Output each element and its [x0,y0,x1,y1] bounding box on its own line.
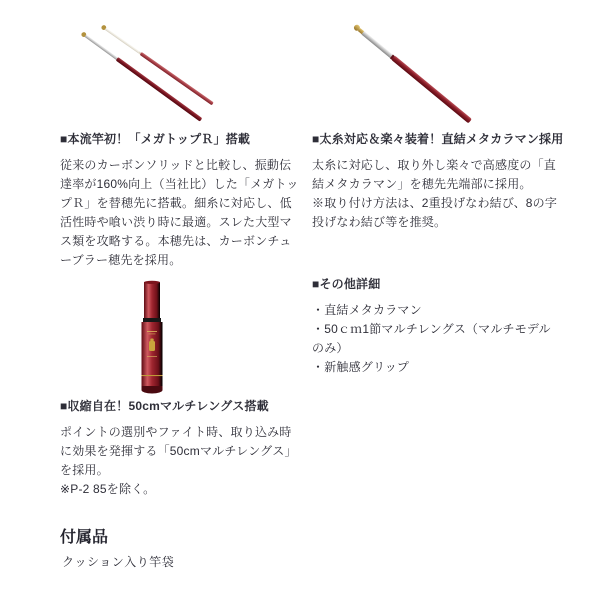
section-body-multilength [60,423,302,499]
other-details-list [312,301,558,377]
metakaraman-body-sentence: 太糸に対応し、取り外し楽々で高感度の「直結メタカラマン」を穂先先端部に採用。 [312,158,557,191]
rod-joint-image [340,18,490,133]
section-heading-megatop: ■本流竿初！「メガトップＲ」搭載 [60,132,251,146]
list-item: ・直結メタカラマン [312,303,422,317]
section-body-metakaraman [312,156,558,232]
section-body-megatop: 従来のカーボンソリッドと比較し、振動伝達率が160%向上（当社比）した「メガトップＲ」を替穂先に搭載。細糸に対応し、低活性時や喰い渋り時に最適。スレた大型マス類を攻略する。本穂先は、カーボンチューブラー穂先を採用。 [60,158,299,267]
multilength-note: ※P-2 85を除く。 [60,482,156,496]
metakaraman-body-note: ※取り付け方法は、2重投げなわ結び、8の字投げなわ結び等を推奨。 [312,196,558,229]
accessories-heading: 付属品 [60,529,109,546]
rod-grip-image [128,280,176,403]
multilength-body: ポイントの選別やファイト時、取り込み時に効果を発揮する「50cmマルチレングス」を採用。 [60,425,297,477]
list-item: ・50ｃｍ1節マルチレングス（マルチモデルのみ） [312,322,551,355]
list-item: ・新触感グリップ [312,360,410,374]
section-heading-metakaraman: ■太糸対応＆楽々装着！直結メタカラマン採用 [312,132,564,146]
rod-tips-image [55,18,255,128]
section-heading-other-details: ■その他詳細 [312,277,381,291]
accessories-item: クッション入り竿袋 [62,555,175,569]
section-heading-multilength: ■収縮自在！50cmマルチレングス搭載 [60,399,269,413]
